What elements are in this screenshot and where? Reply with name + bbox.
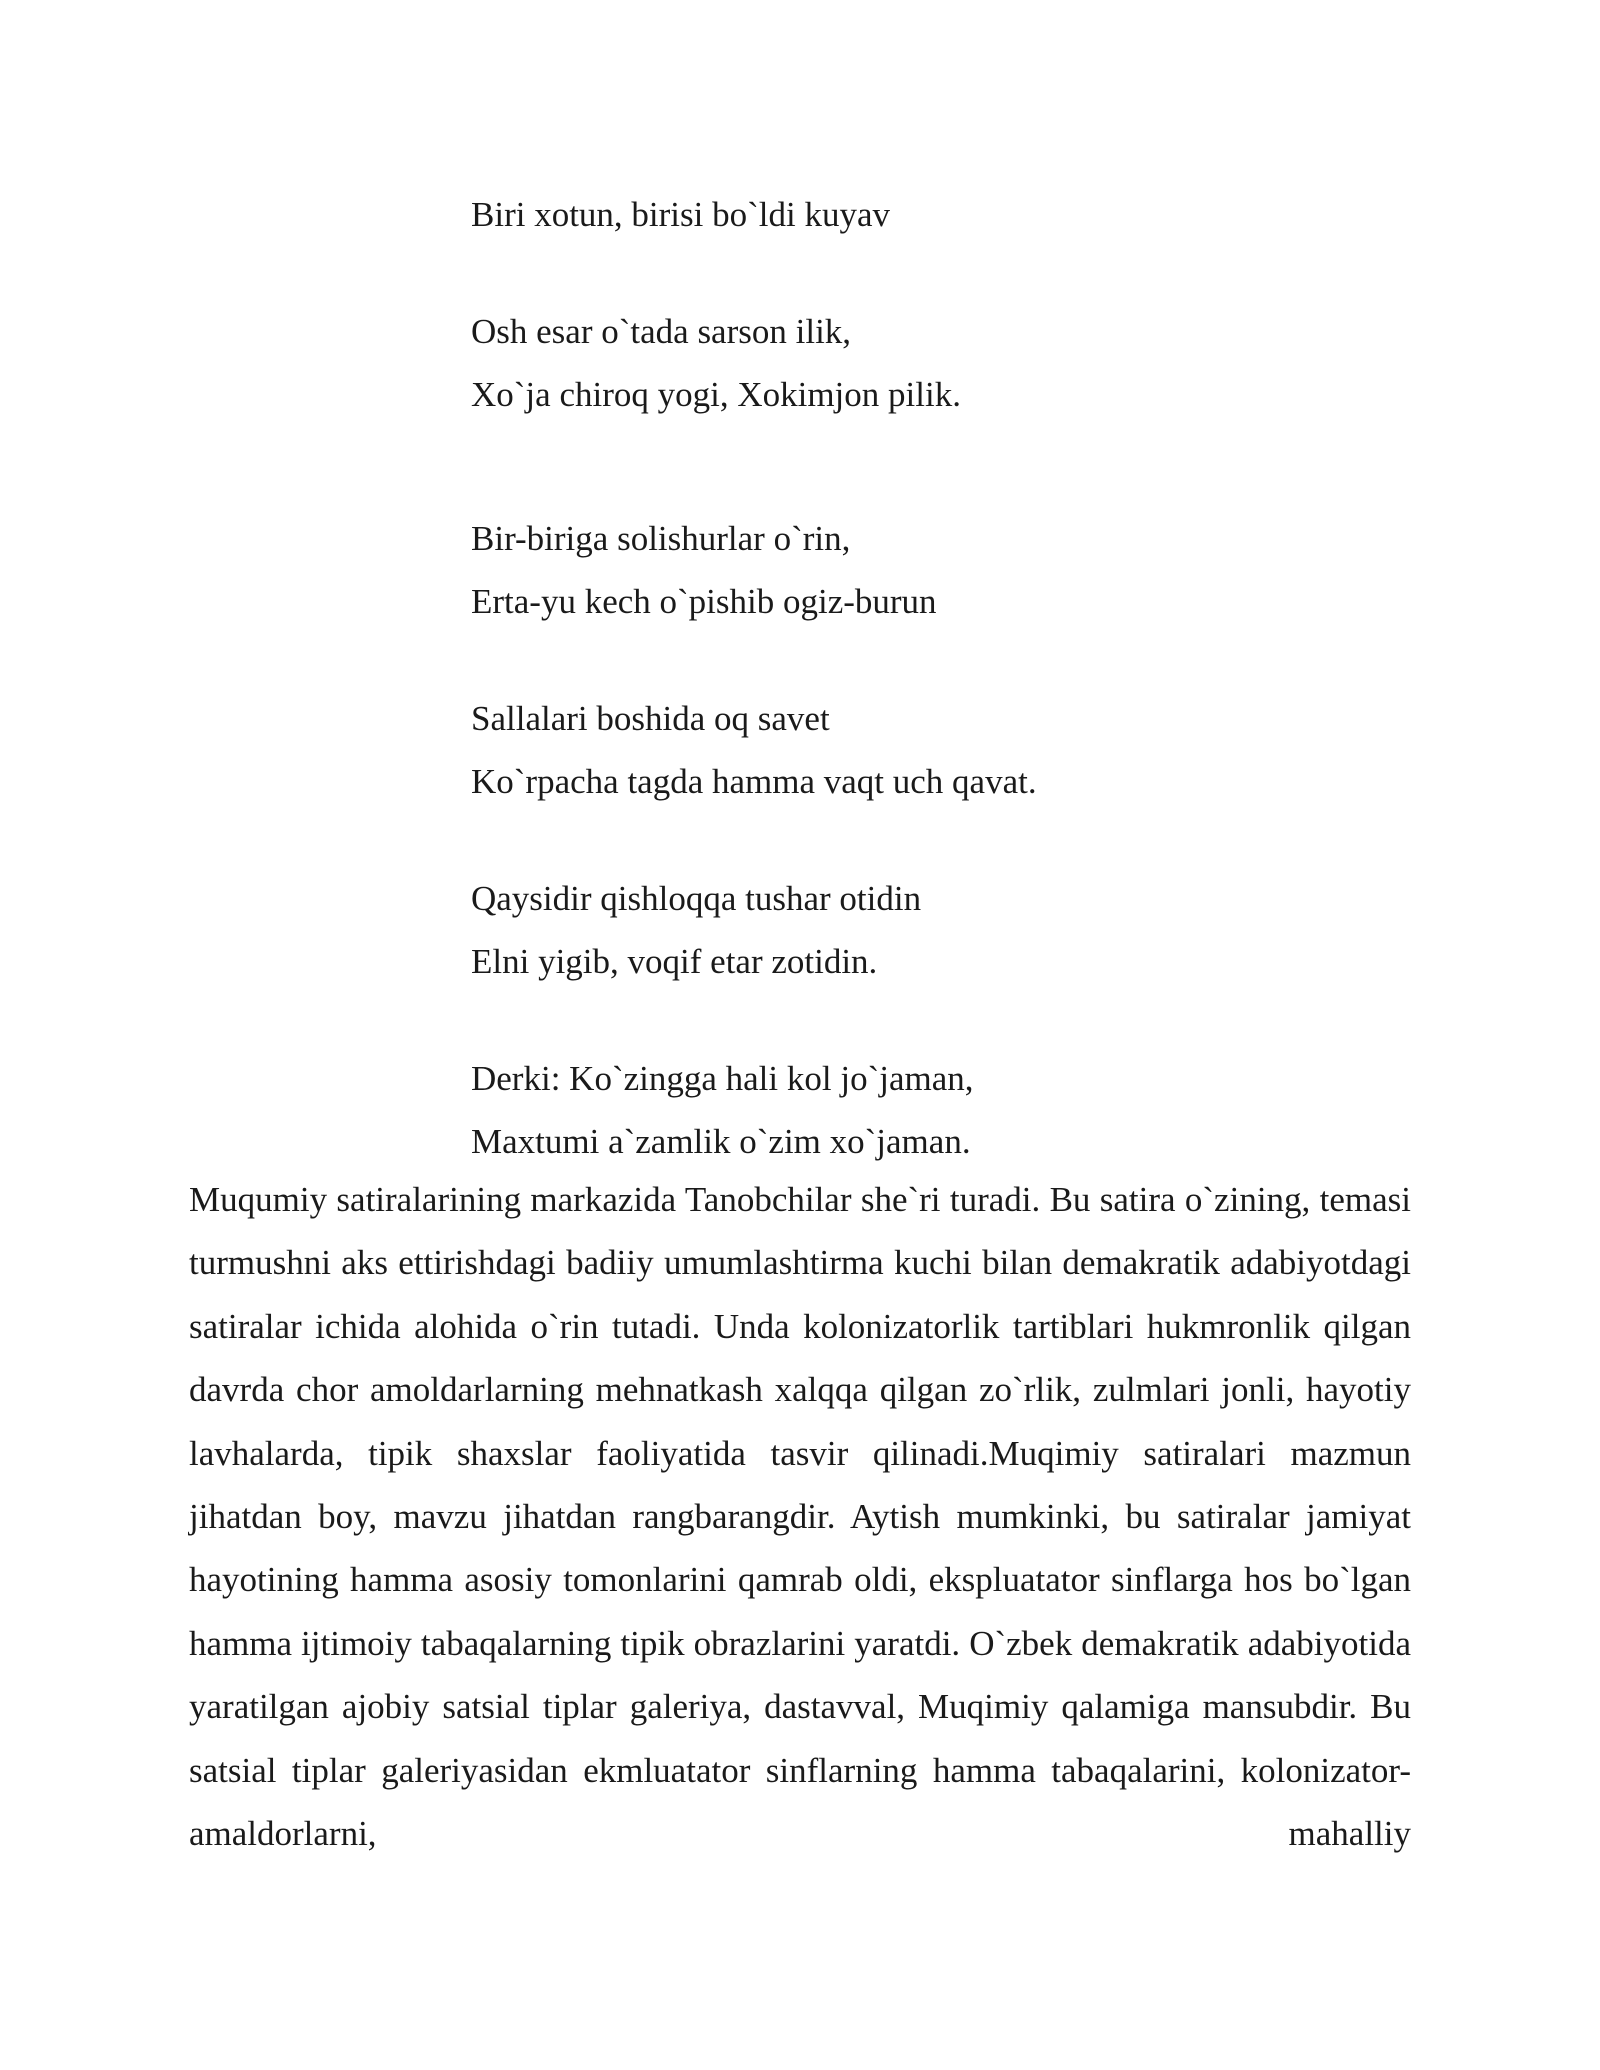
verse-line: Maxtumi a`zamlik o`zim xo`jaman. [471, 1122, 971, 1161]
stanza-gap [471, 426, 1431, 507]
stanza-gap [471, 813, 1431, 867]
verse-line: Biri xotun, birisi bo`ldi kuyav [471, 195, 891, 234]
verse-line: Derki: Ko`zingga hali kol jo`jaman, [471, 1059, 974, 1098]
stanza-gap [471, 993, 1431, 1047]
verse-line: Ko`rpacha tagda hamma vaqt uch qavat. [471, 762, 1037, 801]
verse-line: Osh esar o`tada sarson ilik, [471, 312, 852, 351]
verse-line: Xo`ja chiroq yogi, Xokimjon pilik. [471, 375, 961, 414]
stanza-gap [471, 246, 1431, 300]
prose-paragraph: Muqumiy satiralarining markazida Tanobchilar she`ri turadi. Bu satira o`zining, temasi turmushni aks ettirishdagi badiiy umumlashtirma kuchi bilan demakratik adabiyotdagi satiralar ichida alohida o`rin tutadi. Unda kolonizatorlik tartiblari hukmronlik qilgan davrda chor amoldarlarning mehnatkash xalqqa qilgan zo`rlik, zulmlari jonli, hayotiy lavhalarda, tipik shaxslar faoliyatida tasvir qilinadi.Muqimiy satiralari mazmun jihatdan boy, mavzu jihatdan rangbarangdir. Aytish mumkinki, bu satiralar jamiyat hayotining hamma asosiy tomonlarini qamrab oldi, ekspluatator sinflarga hos bo`lgan hamma ijtimoiy tabaqalarning tipik obrazlarini yaratdi. O`zbek demakratik adabiyotida yaratilgan ajobiy satsial tiplar galeriya, dastavval, Muqimiy qalamiga mansubdir. Bu satsial tiplar galeriyasidan ekmluatator sinflarning hamma tabaqalarini, kolonizator-amaldorlarni, mahalliy [189, 1180, 1411, 1854]
stanza-gap [471, 633, 1431, 687]
verse-line: Sallalari boshida oq savet [471, 699, 830, 738]
verse-line: Bir-biriga solishurlar o`rin, [471, 519, 851, 558]
verse-line: Erta-yu kech o`pishib ogiz-burun [471, 582, 937, 621]
verse-line: Qaysidir qishloqqa tushar otidin [471, 879, 922, 918]
poem-verse [471, 183, 1431, 1173]
verse-line: Elni yigib, voqif etar zotidin. [471, 942, 878, 981]
